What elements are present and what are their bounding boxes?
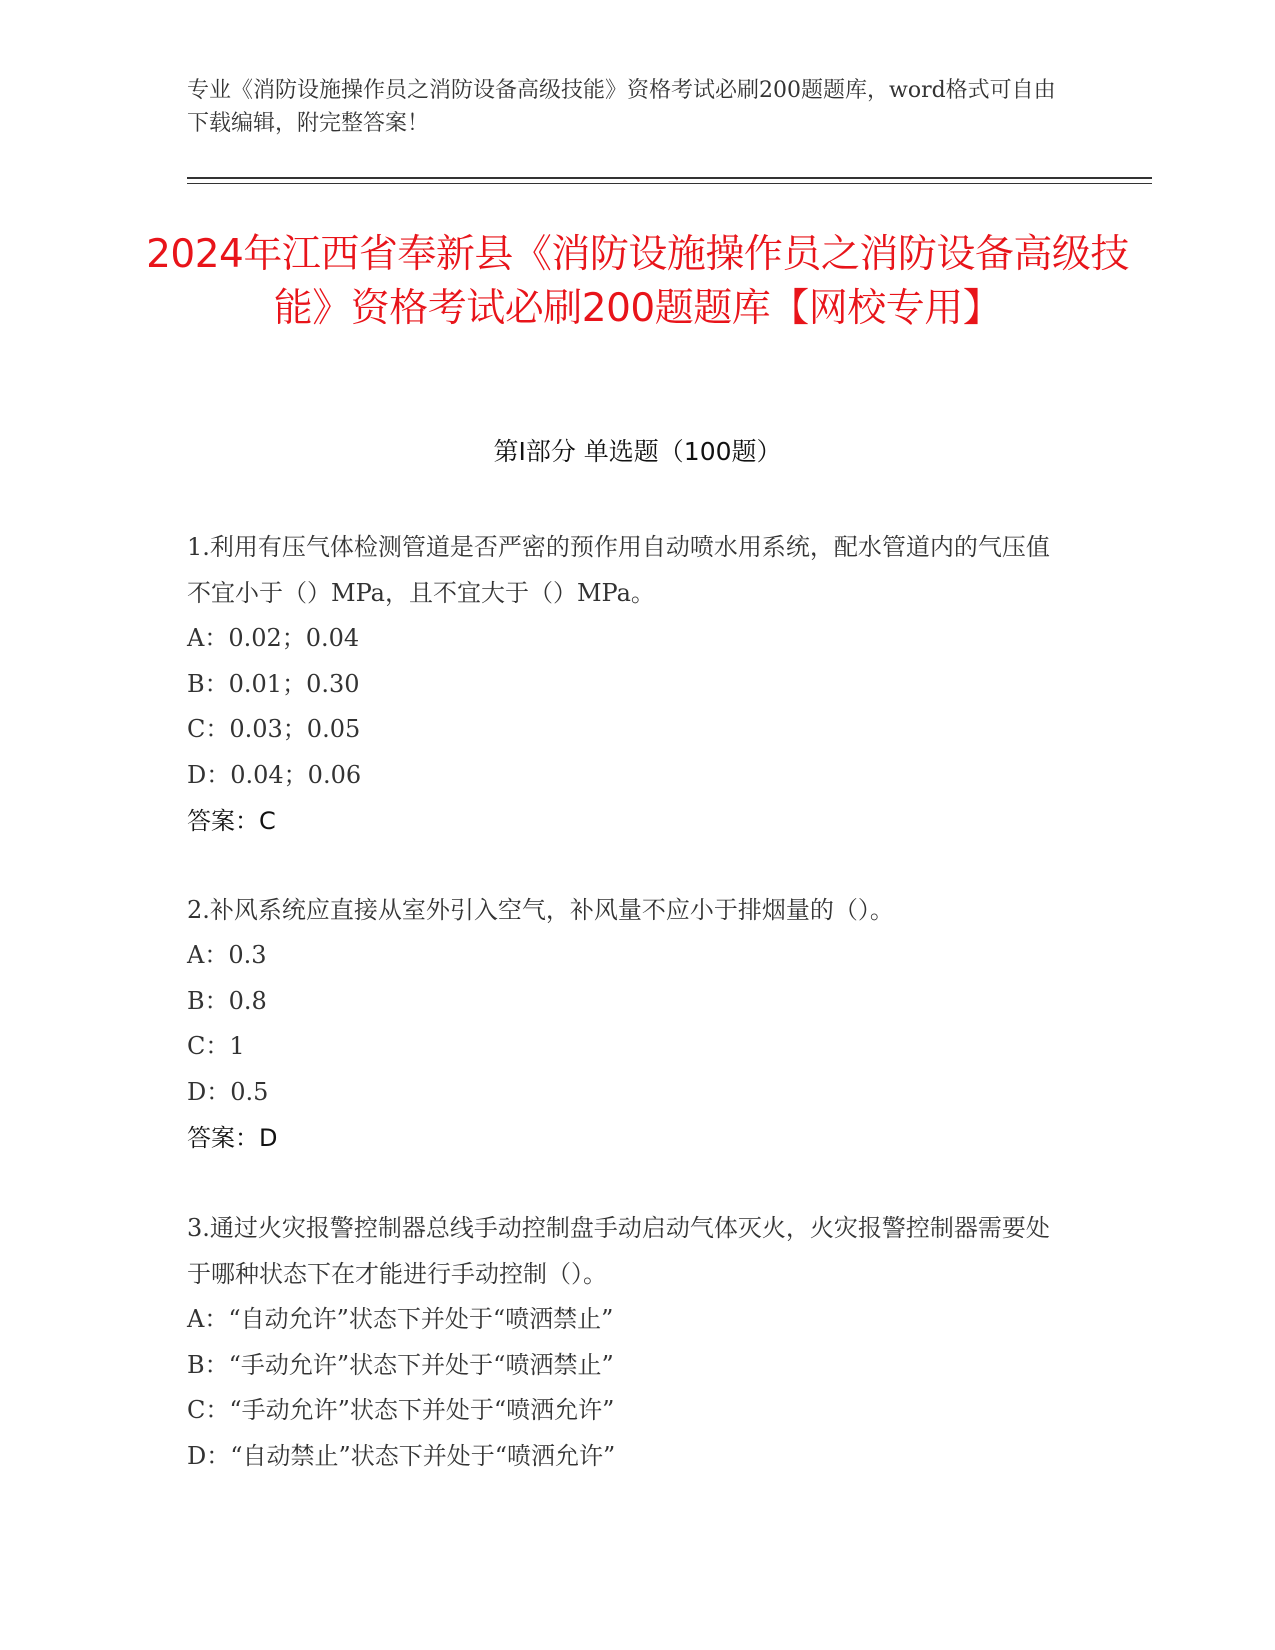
option-d: D：“自动禁止”状态下并处于“喷洒允许” [187,1441,616,1470]
option-c: C：0.03；0.05 [187,715,361,743]
option-a: A：“自动允许”状态下并处于“喷洒禁止” [187,1305,614,1333]
question-3 [187,1205,1067,1479]
question-stem: 1.利用有压气体检测管道是否严密的预作用自动喷水用系统，配水管道内的气压值不宜小于（）MPa，且不宜大于（）MPa。 [187,533,1050,607]
option-d: D：0.5 [187,1077,269,1106]
option-b: B：“手动允许”状态下并处于“喷洒禁止” [187,1350,614,1379]
question-2 [187,887,1067,1161]
answer: 答案：C [187,807,276,835]
section-heading: 第I部分 单选题（100题） [493,437,782,466]
option-a: A：0.3 [187,941,267,969]
option-b: B：0.8 [187,986,267,1015]
answer: 答案：D [187,1124,278,1152]
question-stem: 3.通过火灾报警控制器总线手动控制盘手动启动气体灭火，火灾报警控制器需要处于哪种状态下在才能进行手动控制（）。 [187,1214,1050,1288]
question-stem: 2.补风系统应直接从室外引入空气，补风量不应小于排烟量的（）。 [187,896,894,924]
document-title: 2024年江西省奉新县《消防设施操作员之消防设备高级技能》资格考试必刷200题题库【网校专用】 [146,232,1129,331]
header-divider-thick [187,177,1152,179]
option-b: B：0.01；0.30 [187,669,360,698]
option-c: C：“手动允许”状态下并处于“喷洒允许” [187,1396,615,1424]
option-c: C：1 [187,1032,245,1060]
header-divider-thin [187,183,1152,184]
option-a: A：0.02；0.04 [187,624,360,652]
option-d: D：0.04；0.06 [187,760,362,789]
question-1 [187,524,1067,844]
header-note: 专业《消防设施操作员之消防设备高级技能》资格考试必刷200题题库，word格式可自由下载编辑，附完整答案！ [187,78,1056,136]
